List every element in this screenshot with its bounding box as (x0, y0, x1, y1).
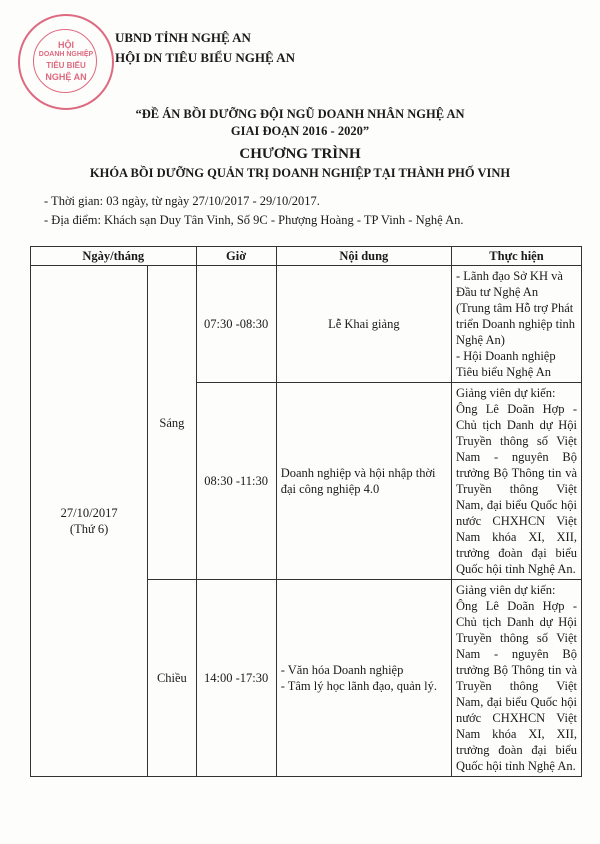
header-performer: Thực hiện (451, 247, 581, 266)
project-title (0, 106, 600, 140)
event-time: - Thời gian: 03 ngày, từ ngày 27/10/2017 - 29/10/2017. (44, 194, 320, 208)
performer-line: Ông Lê Doãn Hợp - Chủ tịch Danh dự Hội Truyền thông số Việt Nam - nguyên Bộ trưởng Bộ Thông tin và Truyền thông Việt Nam, đại biểu Quốc hội nước CHXHCN Việt Nam khóa XI, XII, trưởng đoàn đại biểu Quốc hội tỉnh Nghệ An. (455, 599, 577, 773)
row-time: 07:30 -08:30 (196, 266, 276, 383)
content-line: - Tâm lý học lãnh đạo, quản lý. (280, 679, 438, 693)
program-heading (0, 145, 600, 183)
org-line-2: HỘI DN TIÊU BIỂU NGHỆ AN (115, 50, 295, 65)
performer-line: (Trung tâm Hỗ trợ Phát triển Doanh nghiệp tỉnh Nghệ An) (455, 301, 576, 347)
session-afternoon: Chiều (148, 580, 196, 777)
official-seal (18, 14, 114, 110)
session-morning: Sáng (148, 266, 196, 580)
performer-line: Giảng viên dự kiến: (455, 583, 556, 597)
row-time: 08:30 -11:30 (196, 383, 276, 580)
seal-text-2: DOANH NGHIỆP (38, 51, 94, 58)
organization-header (115, 28, 295, 68)
row-performer (451, 266, 581, 383)
performer-line: Giảng viên dự kiến: (455, 386, 556, 400)
header-content: Nội dung (276, 247, 451, 266)
project-line-2: GIAI ĐOẠN 2016 - 2020” (230, 124, 370, 138)
date-value: 27/10/2017 (60, 506, 118, 520)
table-row (31, 266, 582, 383)
row-time: 14:00 -17:30 (196, 580, 276, 777)
performer-line: - Hội Doanh nghiệp Tiêu biểu Nghệ An (455, 349, 556, 379)
row-content: Doanh nghiệp và hội nhập thời đại công nghiệp 4.0 (276, 383, 451, 580)
content-line: - Văn hóa Doanh nghiệp (280, 663, 404, 677)
org-line-1: UBND TỈNH NGHỆ AN (115, 30, 251, 45)
schedule-table (30, 246, 582, 777)
performer-line: Ông Lê Doãn Hợp - Chủ tịch Danh dự Hội Truyền thông số Việt Nam - nguyên Bộ trưởng Bộ Thông tin và Truyền thông Việt Nam, đại biểu Quốc hội nước CHXHCN Việt Nam khóa XI, XII, trưởng đoàn đại biểu Quốc hội tỉnh Nghệ An. (455, 402, 577, 576)
row-performer (451, 383, 581, 580)
program-subtitle: KHÓA BỒI DƯỠNG QUẢN TRỊ DOANH NGHIỆP TẠI THÀNH PHỐ VINH (89, 166, 511, 180)
seal-text-4: NGHỆ AN (45, 72, 87, 82)
performer-line: - Lãnh đạo Sở KH và Đầu tư Nghệ An (455, 269, 563, 299)
row-performer (451, 580, 581, 777)
header-time: Giờ (196, 247, 276, 266)
row-content: Lễ Khai giảng (276, 266, 451, 383)
date-cell (31, 266, 148, 777)
weekday-value: (Thứ 6) (69, 522, 109, 536)
event-place: - Địa điểm: Khách sạn Duy Tân Vinh, Số 9C - Phượng Hoàng - TP Vinh - Nghệ An. (44, 213, 464, 227)
project-line-1: “ĐỀ ÁN BỒI DƯỠNG ĐỘI NGŨ DOANH NHÂN NGHỆ AN (135, 107, 465, 121)
seal-text-1: HỘI (57, 40, 74, 50)
table-header-row (31, 247, 582, 266)
program-title: CHƯƠNG TRÌNH (239, 146, 361, 162)
seal-text-3: TIÊU BIỂU (46, 61, 86, 70)
header-date: Ngày/tháng (31, 247, 197, 266)
event-info (44, 192, 464, 230)
row-content (276, 580, 451, 777)
